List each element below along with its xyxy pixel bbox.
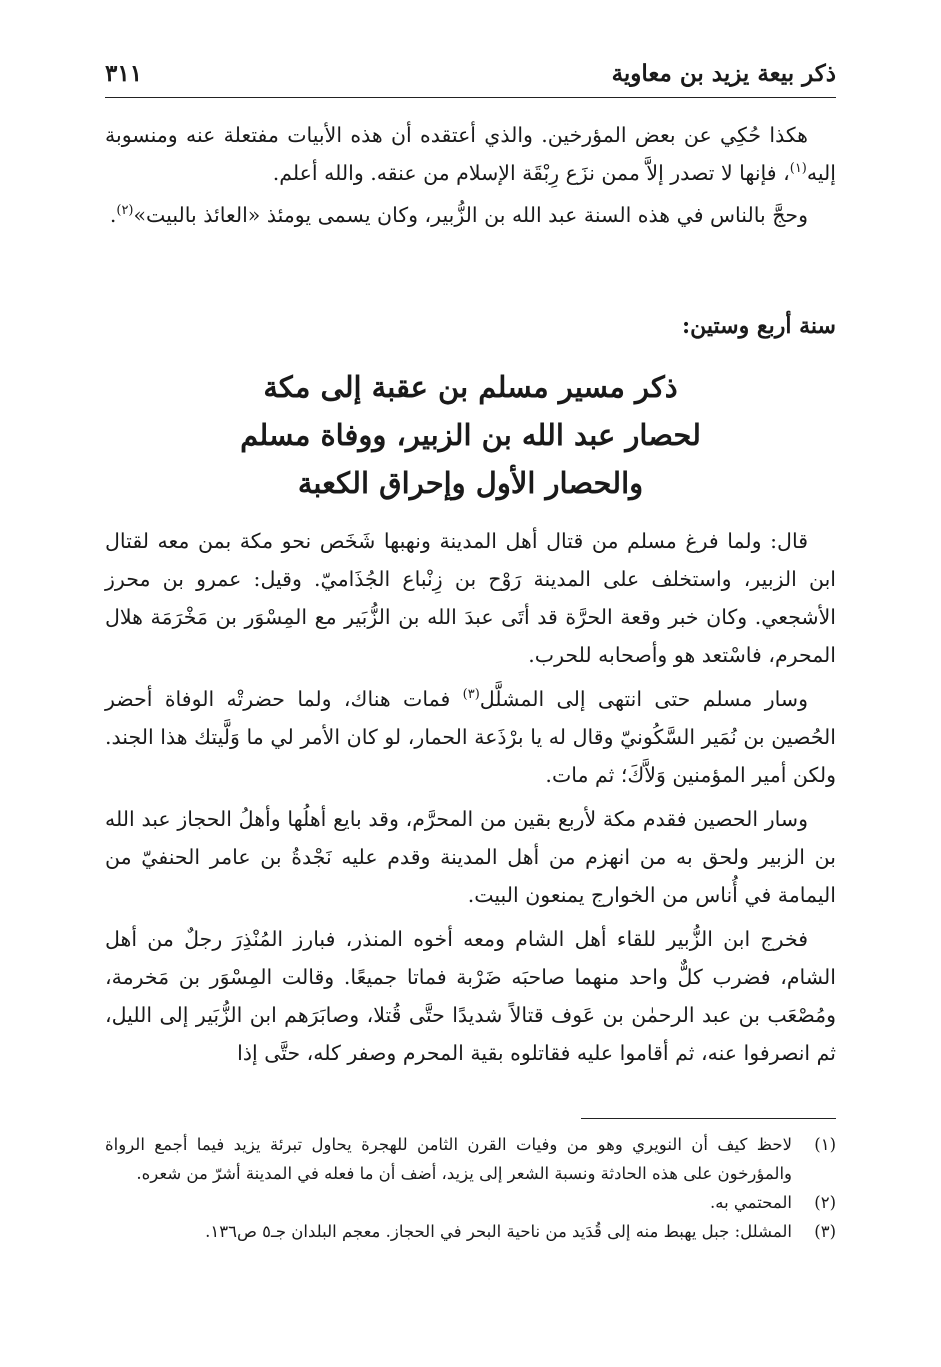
chapter-title	[105, 363, 836, 507]
chapter-title-line-2: لحصار عبد الله بن الزبير، ووفاة مسلم	[240, 418, 701, 452]
footnote-ref-2: (٢)	[116, 203, 134, 219]
footnote-ref-1: (١)	[789, 161, 807, 177]
footnote-mark: (١)	[814, 1135, 836, 1154]
main-paragraph-4: فخرج ابن الزُّبير للقاء أهل الشام ومعه أخوه المنذر، فبارز المُنْذِرَ رجلٌ من أهل الشام، فضرب كلٌّ واحد منهما صاحبَه ضَرْبة فماتا جميعًا. وقالت المِسْوَر بن مَخرمة، ومُصْعَب بن عبد الرحمٰن بن عَوف قتالاً شديدًا حتَّى قُتلا، وصابَرَهم ابن الزُّبَير إلى الليل، ثم انصرفوا عنه، ثم أقاموا عليه فقاتلوه بقية المحرم وصفر كله، حتَّى إذا	[105, 927, 836, 1065]
intro-p2-text-a: وحجَّ بالناس في هذه السنة عبد الله بن الزُّبير، وكان يسمى يومئذ «العائذ بالبيت»	[133, 203, 808, 227]
page-number: ٣١١	[105, 60, 143, 87]
header-rule	[105, 97, 836, 98]
main-text	[105, 522, 836, 1072]
footnote-3	[105, 1217, 836, 1246]
main-paragraph-1: قال: ولما فرغ مسلم من قتال أهل المدينة ونهبها شَخَص نحو مكة بمن معه لقتال ابن الزبير، واستخلف على المدينة رَوْح بن زِنْباع الجُذَاميّ. وقيل: عمرو بن محرز الأشجعي. وكان خبر وقعة الحرَّة قد أتَى عبدَ الله بن الزُّبَير مع المِسْوَر بن مَخْرَمَة هلال المحرم، فاسْتعد هو وأصحابه للحرب.	[105, 529, 836, 667]
main-p2-text-a: وسار مسلم حتى انتهى إلى المشلَّل	[479, 687, 808, 711]
main-p2-text-b: فمات هناك، ولما حضرتْه الوفاة أحضر الحُصين بن نُمَير السَّكُونيّ وقال له يا برْذَعة الحمار، لو كان الأمر لي ما وَلَّيتك هذا الجند. ولكن أمير المؤمنين وَلاَّكَ؛ ثم مات.	[105, 687, 836, 787]
intro-text	[105, 116, 836, 234]
footnote-text: المحتمي به.	[709, 1193, 792, 1212]
footnote-ref-3: (٣)	[462, 687, 480, 703]
main-paragraph-2	[105, 680, 836, 794]
footnote-1	[105, 1130, 836, 1188]
intro-p2-text-b: .	[109, 203, 117, 227]
main-paragraph-3: وسار الحصين فقدم مكة لأربع بقين من المحرَّم، وقد بايع أهلُها وأهلُ الحجاز عبد الله بن الزبير ولحق به من انهزم من أهل المدينة وقدم عليه نَجْدةُ بن عامر الحنفيّ من اليمامة في أُناس من الخوارج يمنعون البيت.	[105, 807, 836, 907]
footnote-2	[105, 1188, 836, 1217]
footnote-separator	[581, 1118, 836, 1119]
footnotes	[105, 1130, 836, 1246]
running-title: ذكر بيعة يزيد بن معاوية	[611, 60, 836, 87]
chapter-title-line-3: والحصار الأول وإحراق الكعبة	[297, 466, 644, 500]
footnote-text: لاحظ كيف أن النويري وهو من وفيات القرن الثامن للهجرة يحاول تبرئة يزيد فيما أجمع الرواة والمؤرخون على هذه الحادثة ونسبة الشعر إلى يزيد، أضف أن ما فعله في المدينة أشرّ من شعره.	[105, 1135, 792, 1183]
intro-paragraph-1	[105, 116, 836, 192]
footnote-mark: (٣)	[814, 1222, 836, 1241]
footnote-text: المشلل: جبل يهبط منه إلى قُدَيد من ناحية البحر في الحجاز. معجم البلدان جـ٥ ص١٣٦.	[205, 1222, 792, 1241]
year-heading: سنة أربع وستين:	[682, 313, 836, 339]
intro-p1-text-b: ، فإنها لا تصدر إلاَّ ممن نزَع رِبْقَة الإسلام من عنقه. والله أعلم.	[272, 161, 790, 185]
page-header	[105, 54, 836, 94]
footnote-mark: (٢)	[814, 1193, 836, 1212]
intro-paragraph-2	[105, 196, 836, 234]
chapter-title-line-1: ذكر مسير مسلم بن عقبة إلى مكة	[263, 370, 678, 404]
intro-p1-text-a: هكذا حُكِي عن بعض المؤرخين. والذي أعتقده أن هذه الأبيات مفتعلة عنه ومنسوبة إليه	[105, 123, 836, 185]
